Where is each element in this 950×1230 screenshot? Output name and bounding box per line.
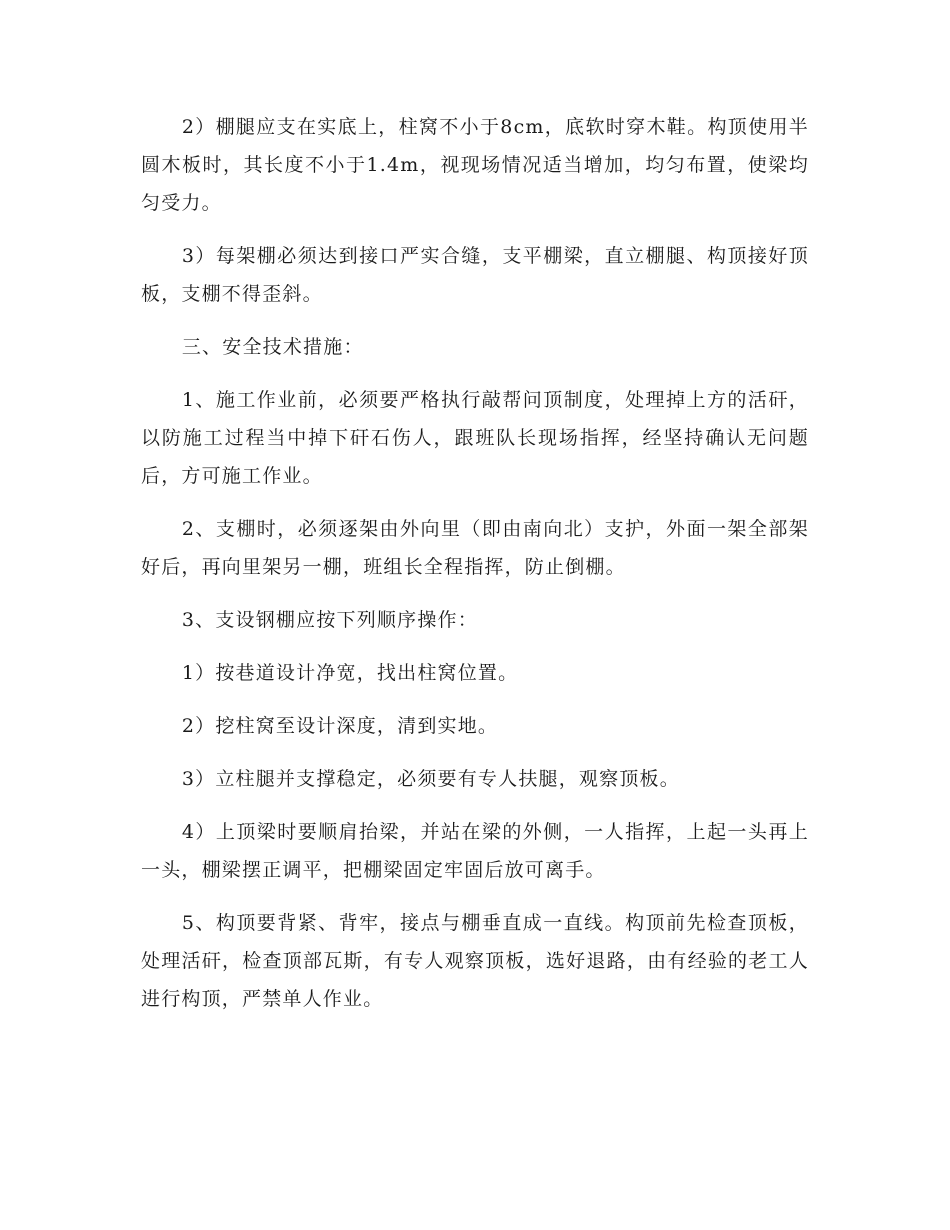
section-heading-safety-measures: 三、安全技术措施：	[181, 336, 364, 358]
paragraph-joint-requirements: 3）每架棚必须达到接口严实合缝，支平棚梁，直立棚腿、构顶接好顶板，支棚不得歪斜。	[141, 245, 809, 305]
step-erect-legs: 3）立柱腿并支撑稳定，必须要有专人扶腿，观察顶板。	[181, 768, 680, 790]
paragraph-knock-and-check: 1、施工作业前，必须要严格执行敲帮问顶制度，处理掉上方的活矸，以防施工过程当中掉下矸石伤人，跟班队长现场指挥，经坚持确认无问题后，方可施工作业。	[141, 389, 809, 487]
step-dig-leg-socket: 2）挖柱窝至设计深度，清到实地。	[181, 715, 499, 737]
step-lift-top-beam: 4）上顶梁时要顺肩抬梁，并站在梁的外侧，一人指挥，上起一头再上一头，棚梁摆正调平，把棚梁固定牢固后放可离手。	[141, 821, 809, 881]
paragraph-roof-lagging: 5、构顶要背紧、背牢，接点与棚垂直成一直线。构顶前先检查顶板，处理活矸，检查顶部瓦斯，有专人观察顶板，选好退路，由有经验的老工人进行构顶，严禁单人作业。	[141, 912, 809, 1010]
document-body	[141, 108, 809, 1033]
paragraph-support-order: 2、支棚时，必须逐架由外向里（即由南向北）支护，外面一架全部架好后，再向里架另一棚，班组长全程指挥，防止倒棚。	[141, 518, 809, 578]
paragraph-install-legs: 2）棚腿应支在实底上，柱窝不小于8cm，底软时穿木鞋。构顶使用半圆木板时，其长度不小于1.4m，视现场情况适当增加，均匀布置，使梁均匀受力。	[141, 116, 809, 214]
paragraph-steel-shed-sequence: 3、支设钢棚应按下列顺序操作：	[181, 609, 478, 631]
step-find-leg-socket: 1）按巷道设计净宽，找出柱窝位置。	[181, 662, 519, 684]
